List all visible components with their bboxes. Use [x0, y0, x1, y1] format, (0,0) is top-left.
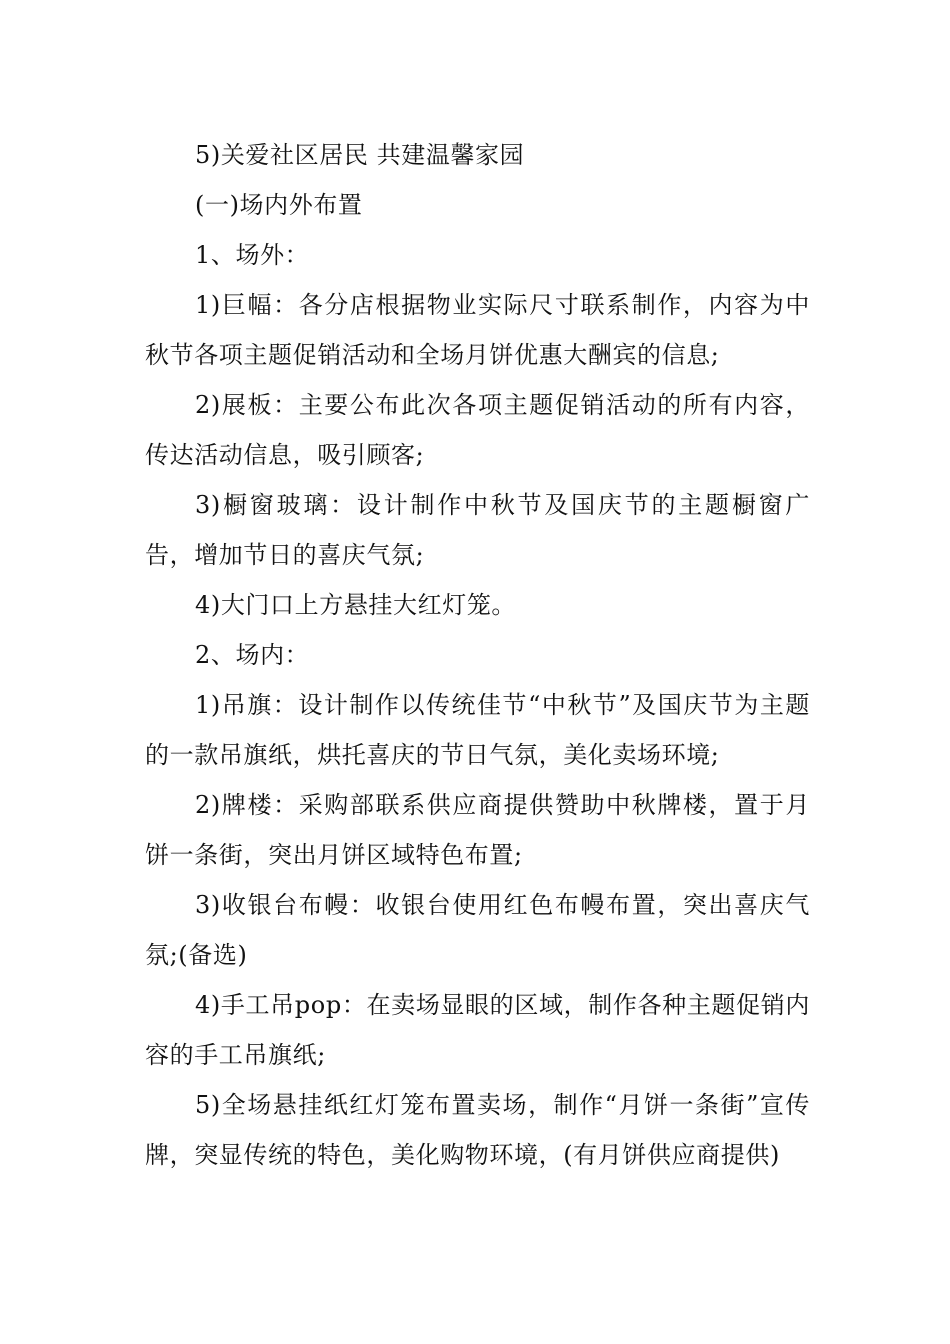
paragraph-window-glass: 3)橱窗玻璃：设计制作中秋节及国庆节的主题橱窗广告，增加节日的喜庆气氛; [145, 491, 810, 569]
document-body [145, 130, 810, 1180]
section-heading-venue-layout: (一)场内外布置 [195, 191, 363, 219]
paragraph-cashier-drapes: 3)收银台布幔：收银台使用红色布幔布置，突出喜庆气氛;(备选) [145, 891, 810, 969]
paragraph-handmade-pop: 4)手工吊pop：在卖场显眼的区域，制作各种主题促销内容的手工吊旗纸; [145, 991, 810, 1069]
paragraph-paper-lanterns: 5)全场悬挂纸红灯笼布置卖场，制作“月饼一条街”宣传牌，突显传统的特色，美化购物环境，(有月饼供应商提供) [145, 1091, 810, 1169]
subheading-outdoor: 1、场外： [195, 241, 310, 269]
subheading-indoor: 2、场内： [195, 641, 310, 669]
paragraph-archway: 2)牌楼：采购部联系供应商提供赞助中秋牌楼，置于月饼一条街，突出月饼区域特色布置; [145, 791, 810, 869]
paragraph-lanterns-entrance: 4)大门口上方悬挂大红灯笼。 [195, 591, 517, 619]
paragraph-banner: 1)巨幅：各分店根据物业实际尺寸联系制作，内容为中秋节各项主题促销活动和全场月饼优惠大酬宾的信息; [145, 291, 810, 369]
paragraph-display-board: 2)展板：主要公布此次各项主题促销活动的所有内容，传达活动信息，吸引顾客; [145, 391, 810, 469]
paragraph-community: 5)关爱社区居民 共建温馨家园 [195, 141, 525, 169]
paragraph-hanging-flags: 1)吊旗：设计制作以传统佳节“中秋节”及国庆节为主题的一款吊旗纸，烘托喜庆的节日气氛，美化卖场环境; [145, 691, 810, 769]
